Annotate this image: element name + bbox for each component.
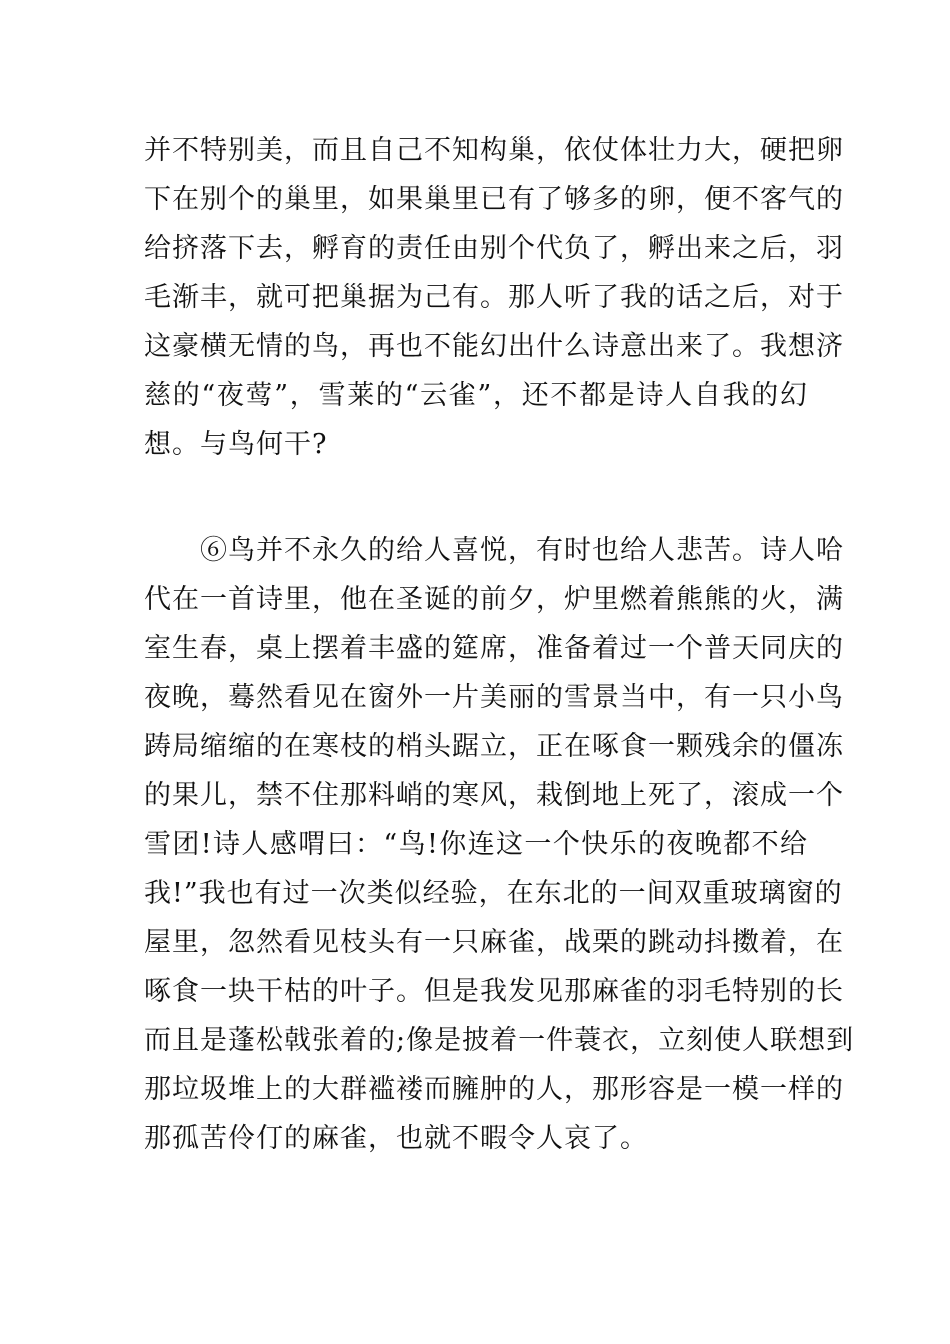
text-line: 想。与鸟何干? (144, 429, 328, 460)
text-line: 给挤落下去，孵育的责任由别个代负了，孵出来之后，羽 (144, 233, 844, 264)
text-line: 这豪横无情的鸟，再也不能幻出什么诗意出来了。我想济 (144, 331, 844, 362)
text-line: 我!”我也有过一次类似经验，在东北的一间双重玻璃窗的 (144, 878, 843, 909)
text-line: 而且是蓬松戟张着的;像是披着一件蓑衣，立刻使人联想到 (144, 1025, 855, 1056)
text-line: 屋里，忽然看见枝头有一只麻雀，战栗的跳动抖擞着，在 (144, 927, 844, 958)
text-line: 毛渐丰，就可把巢据为己有。那人听了我的话之后，对于 (144, 282, 844, 313)
text-line: 下在别个的巢里，如果巢里已有了够多的卵，便不客气的 (144, 184, 844, 215)
text-line: 踌局缩缩的在寒枝的梢头踞立，正在啄食一颗残余的僵冻 (144, 731, 844, 762)
text-line: 室生春，桌上摆着丰盛的筵席，准备着过一个普天同庆的 (144, 633, 844, 664)
text-line: 啄食一块干枯的叶子。但是我发见那麻雀的羽毛特别的长 (144, 976, 844, 1007)
text-line: 代在一首诗里，他在圣诞的前夕，炉里燃着熊熊的火，满 (144, 584, 844, 615)
text-line: ⑥鸟并不永久的给人喜悦，有时也给人悲苦。诗人哈 (144, 535, 844, 566)
text-line: 夜晚，蓦然看见在窗外一片美丽的雪景当中，有一只小鸟 (144, 682, 844, 713)
text-line: 雪团!诗人感喟曰：“鸟!你连这一个快乐的夜晚都不给 (144, 829, 808, 860)
text-line: 那孤苦伶仃的麻雀，也就不暇令人哀了。 (144, 1123, 648, 1154)
paragraph-2 (144, 526, 855, 1163)
text-line: 的果儿，禁不住那料峭的寒风，栽倒地上死了，滚成一个 (144, 780, 844, 811)
text-line: 慈的“夜莺”，雪莱的“云雀”，还不都是诗人自我的幻 (144, 380, 808, 411)
text-line: 并不特别美，而且自己不知构巢，依仗体壮力大，硬把卵 (144, 135, 844, 166)
text-line: 那垃圾堆上的大群褴褛而臃肿的人，那形容是一模一样的 (144, 1074, 844, 1105)
paragraph-1 (144, 126, 844, 469)
